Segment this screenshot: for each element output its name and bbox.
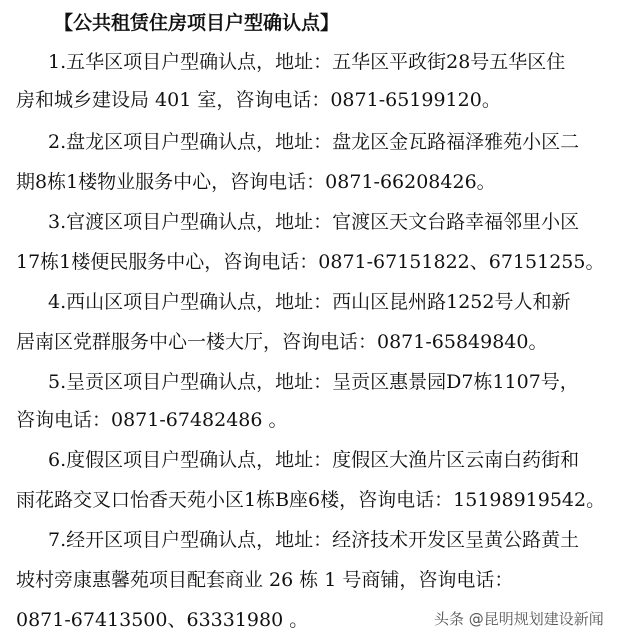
item-line: 1.五华区项目户型确认点，地址：五华区平政街28号五华区住 — [48, 51, 566, 73]
item-line: 0871-67413500、63331980 。 — [16, 609, 309, 631]
section-title: 【公共租赁住房项目户型确认点】 — [54, 12, 340, 34]
item-line: 房和城乡建设局 401 室，咨询电话：0871-65199120。 — [16, 89, 501, 111]
item-line: 6.度假区项目户型确认点，地址：度假区大渔片区云南白药街和 — [48, 449, 580, 471]
item-line: 7.经开区项目户型确认点，地址：经济技术开发区呈黄公路黄土 — [48, 529, 580, 551]
watermark: 头条 @昆明规划建设新闻 — [434, 610, 604, 628]
item-line: 咨询电话：0871-67482486 。 — [16, 409, 288, 431]
item-line: 坡村旁康惠馨苑项目配套商业 26 栋 1 号商铺，咨询电话： — [16, 569, 514, 591]
item-line: 5.呈贡区项目户型确认点，地址：呈贡区惠景园D7栋1107号， — [48, 371, 579, 393]
item-line: 3.官渡区项目户型确认点，地址：官渡区天文台路幸福邻里小区 — [48, 211, 580, 233]
item-line: 期8栋1楼物业服务中心，咨询电话：0871-66208426。 — [16, 171, 496, 193]
item-line: 2.盘龙区项目户型确认点，地址：盘龙区金瓦路福泽雅苑小区二 — [48, 131, 580, 153]
item-line: 雨花路交叉口怡香天苑小区1栋B座6楼，咨询电话：15198919542。 — [16, 489, 606, 511]
item-line: 17栋1楼便民服务中心，咨询电话：0871-67151822、67151255。 — [16, 251, 605, 273]
item-line: 居南区党群服务中心一楼大厅，咨询电话：0871-65849840。 — [16, 331, 548, 353]
item-line: 4.西山区项目户型确认点，地址：西山区昆州路1252号人和新 — [48, 291, 571, 313]
